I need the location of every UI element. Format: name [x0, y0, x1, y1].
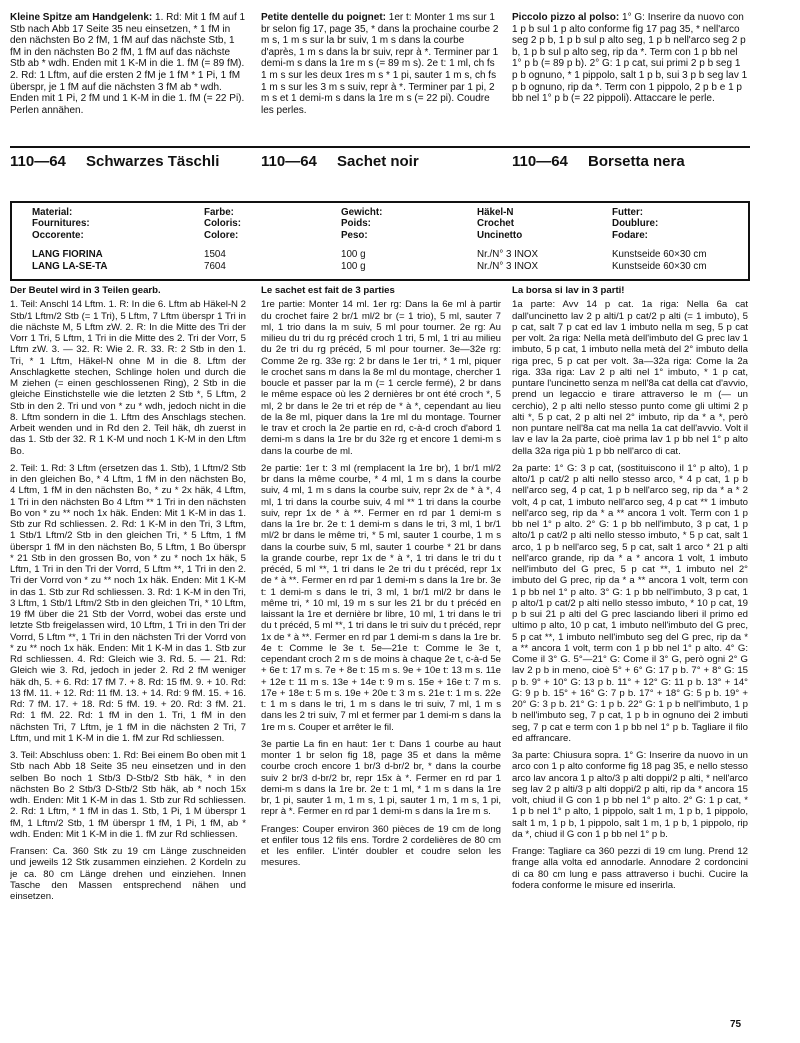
instructions-fr-intro: Le sachet est fait de 3 parties	[261, 285, 395, 296]
model-title-fr	[261, 153, 501, 170]
instructions-it-part3: 3a parte: Chiusura sopra. 1° G: Inserire da nuovo in un arco con 1 p alto conforme fig 18 pag 35, e nello stesso arco lav ancora 1 p alto/3 p alti doppi/2 p alti, * nell'arco seg lav 2 p alti/3 p alti doppi/2 p alti, rip da * ancora 15 volt, chiud il G con 1 p bb nel 1° p alto. 2° G: 1 p cat, * 1 p b nel 1° p alto, 1 pippolo, salt 1 m, 1 p b, 1 pippolo, salt 1 m, 1 p b, 1 pippolo, salt 1 m, 1 p b, 1 pippolo, rip da *, chiud il G con 1 p bb nel 1° p b.	[512, 750, 748, 840]
materials-table	[10, 201, 750, 281]
materials-color-1: 1504	[204, 249, 226, 260]
instructions-de-part2: 2. Teil: 1. Rd: 3 Lftm (ersetzen das 1. Stb), 1 Lftm/2 Stb in den gleichen Bo, * 4 Lftm, 1 fM in den nächsten Bo, 4 Lftm, 1 fM in den nächsten Bo, * zu * 2x häk, 4 Lftm, 1 Tri in den nächsten Bo 4 Lftm ** 1 Tri in den nächsten Bo von * zu ** noch 1x häk. Enden: Mit 1 K-M in das 1. Stb zur Rd schliessen. 2. Rd: 1 K-M in den Tri, 3 Lftm, 1 Stb/1 Lftm/2 Stb in den gleichen Tri, * 5 Lftm, 1 fM überspr 1 fM in den nächsten Bo, 5 Lftm, 1 Bo überspr * 21 Stb in den grossen Bo, von * zu * noch 1x häk, 5 Lftm, 1 Tri in den Tri der Vorrd, 5 Lftm **, 1 Tri in den 2. Tri der Vorrd von * zu ** noch 1x häk. Enden: Mit 1 K-M in das 1. Stb zur Rd schliessen. 3. Rd: 1 K-M in den Tri, 3 Lftm, 1 Stb/1 Lftm/2 Stb in den gleichen Tri, * 10 Lftm, 19 fM über die 21 Stb der Vorrd, wobei das erste und letzte Stb freigelassen wird, 10 Lftm, 1 Tri in den Tri der Vorrd, 5 Lftm **, 1 Tri in den nächsten Tri der Vorrd von * zu ** noch 1x häk. Enden: Mit 1 K-M in das 1. Stb zur Rd schliessen. 4. Rd: Gleich wie 3. Rd. 5. — 21. Rd: Gleich wie 3. Rd, jedoch in jeder 2. Rd 2 fM weniger häk dh, 5. + 6. Rd: 17 fM 7. + 8. Rd: 15 fM. 9. + 10. Rd: 13 fM. 11. + 12. Rd: 11 fM. 13. + 14. Rd: 9 fM. 15. + 16. Rd: 7 fM. 17. + 18. Rd: 5 fM. 19. + 20. Rd: 3 fM. 21. Rd: 1 fM. 22. Rd: 1 fM in den 1. Tri, 1 fM in den nächsten Tri, 7 Lftm, je 1 fM in die nächsten 2 Tri, 7 Lftm, und mit 1 K-M in die 1. fM zur Rd schliessen.	[10, 462, 246, 744]
materials-header-weight: Gewicht: Poids: Peso:	[341, 207, 383, 241]
instructions-it	[512, 285, 748, 1025]
instructions-de	[10, 285, 246, 1025]
top-note-it-title: Piccolo pizzo al polso:	[512, 12, 620, 23]
materials-lining-1: Kunstseide 60×30 cm	[612, 249, 707, 260]
materials-hook-1: Nr./N° 3 INOX	[477, 249, 539, 260]
top-note-fr-text: 1er t: Monter 1 ms sur 1 br selon fig 17, page 35, * dans la prochaine courbe 2 m s, 1 m s sur la br suiv, 1 m s dans la courbe d'après, 1 m s dans la br suiv, repr à *. Terminer par 1 demi-m s dans la 1re m s (= 89 m s). 2e t: 1 ml, ch fs 1 m s sur les deux 1res m s * 1 pi, sauter 1 m s, ch fs 1 m s sur les 3 m s suiv, repr à *. Terminer par 1 pi, 2 m s et 1 demi-m s dans la 1re m s (= 22 pi). Coudre les perles.	[261, 12, 499, 116]
materials-yarn-2: LANG LA-SE-TA	[32, 261, 108, 272]
instructions-fr	[261, 285, 501, 1025]
instructions-de-part1: 1. Teil: Anschl 14 Lftm. 1. R: In die 6. Lftm ab Häkel-N 2 Stb/1 Lftm/2 Stb (= 1 Tri), 5 Lftm, 7 Lftm überspr 1 Tri in die nächste M, 5 Lftm zW. 2. R: In die Mitte des Tri der Vorr 1 Tri, 5 Lftm, 1 Tri in die Mitte des 2. Tri der Vorr, 5 Lftm zW. 3. — 32. R: Wie 2. R. 33. R: 2 Stb in den 1. Tri, * 1 Lftm, Häkel-N ohne M in die 8. Lftm der Anschlagkette stechen, Schlinge holen und durch die M ziehen (= einen geschlossenen Ring), 2 Stb in die gleiche Einstichstelle wie die letzten 2 Stb *, 5 Lftm, 2 Stb in den 2. Tri und von * zu * wdh, jedoch nicht in die 8. Lftm sondern in die 1. Lftm des Anschlags stechen. Arbeit wenden und in Rd den 2. Teil häk, dh zuerst in das 1. Stb der 32. R 1 K-M und noch 1 K-M in den Lftm Bo.	[10, 299, 246, 457]
instructions-it-fringes: Frange: Tagliare ca 360 pezzi di 19 cm lung. Prend 12 frange alla volta ed annodarle. Annodare 2 cordoncini di ca 80 cm lung e pass attraverso i buchi. Cucire la fodera conforme le misure ed inserirla.	[512, 846, 748, 891]
instructions-fr-part1: 1re partie: Monter 14 ml. 1er rg: Dans la 6e ml à partir du crochet faire 2 br/1 ml/2 br (= 1 trio), 5 ml, sauter 7 ml, 1 trio dans la m suiv, 5 ml pour tourner. 2e rg: Au milieu du tri du rg précéd croch 1 tri, 5 ml, 1 tri au milieu du 2e tri du rg précéd, 5 ml pour tourner. 3e—32e rg: Comme 2e rg. 33e rg: 2 br dans le 1er tri, * 1 ml, piquer le crochet sans m dans la 8e ml du montage, chercher 1 boucle et passer par la m (= 1 cercle fermé), 2 br dans le même espace où les 2 dernières br ont été croch *, 5 ml, 2 br dans le 2e tri et rép de * à *, cependant au lieu de la 8e ml, piquer dans la 1re ml du montage. Tourner le trav et croch la 2e partie en rd, c-à-d croch d'abord 1 demi-m s dans la 1re br du 32e rg et encore 1 demi-m s dans la courbe de ml.	[261, 299, 501, 457]
materials-header-hook: Häkel-N Crochet Uncinetto	[477, 207, 523, 241]
instructions-it-part1: 1a parte: Avv 14 p cat. 1a riga: Nella 6a cat dall'uncinetto lav 2 p alti/1 p cat/2 p alti (= 1 imbuto), 5 p cat, salt 7 p cat ed lav 1 imbuto nella m seg, 5 p cat per volt. 2a riga: Nella metà dell'imbuto del G prec lav 1 imbuto, 5 p cat, 1 imbuto nella metà del 2° imbuto della riga prec, 5 p cat per volt. 3a—32a riga: Come la 2a riga. 33a riga: Lav 2 p alti nel 1° imbuto, * 1 p cat, puntare l'uncinetto senza m nell'8a cat della cat d'avvio, prend un legaccio e tirare attraverso le m (— un cerchio), 2 p alti nello stesso punto come gli ultimi 2 p alti *, 5 p cat, 2 p alti nel 2° imbuto, rip da * a *, però non puntare nell'8a cat ma nella 1a cat dell'avvio. Volt il lav e lav la 2a parte, cioè prima lav 1 p bb nel 1° p alto della 32a riga più 1 p bb nell'arco di cat.	[512, 299, 748, 457]
materials-color-2: 7604	[204, 261, 226, 272]
top-note-it	[512, 12, 748, 140]
model-title-de	[10, 153, 246, 170]
materials-yarn-1: LANG FIORINA	[32, 249, 103, 260]
materials-weight-1: 100 g	[341, 249, 366, 260]
instructions-it-intro: La borsa si lav in 3 parti!	[512, 285, 625, 296]
instructions-fr-part3: 3e partie La fin en haut: 1er t: Dans 1 courbe au haut monter 1 br selon fig 18, page 35 et dans la même courbe croch encore 1 br/3 d-br/2 br, * dans la courbe suiv 2 br/3 d-br/2 br, repr 15x à *. Fermer en rd par 1 demi-m s dans la 1re br. 2e t: 1 ml, * 1 m s dans la 1re br, 1 pi, sauter 1 m, 1 m s, 1 pi, sauter 1 m, 1 m s, 1 pi, repr à *. Fermer en rd par 1 demi-m s dans la 1re m s.	[261, 738, 501, 818]
top-note-de-text: 1. Rd: Mit 1 fM auf 1 Stb nach Abb 17 Seite 35 neu einsetzen, * 1 fM in den nächsten Bo 2 fM, 1 fM auf das nächste Stb, 1 fM in den nächsten Bo 2 fM, 1 fM auf das nächste Stb ab * wdh. Enden mit 1 K-M in die 1. fM (= 89 fM). 2. Rd: 1 Lftm, auf die ersten 2 fM je 1 fM * 1 Pi, 1 fM überspr, je 1 fM auf die nächsten 3 fM ab * wdh. Enden mit 1 Pi, 2 fM und 1 K-M in die 1. fM (= 22 Pi). Perlen annähen.	[10, 12, 246, 116]
materials-weight-2: 100 g	[341, 261, 366, 272]
model-number-fr: 110—64	[261, 153, 317, 170]
model-name-de: Schwarzes Täschli	[86, 153, 220, 170]
materials-lining-2: Kunstseide 60×30 cm	[612, 261, 707, 272]
model-number-de: 110—64	[10, 153, 66, 170]
materials-header-material: Material: Fournitures: Occorente:	[32, 207, 90, 241]
section-divider	[10, 146, 750, 148]
top-note-it-text: 1° G: Inserire da nuovo con 1 p b sul 1 p alto conforme fig 17 pag 35, * nell'arco seg 2 p b, 1 p b sul p alto seg, 1 p b nell'arco seg 2 p b, 1 p b sul p alto seg, rip da *. Term con 1 p bb nel 1° p b (= 89 p b). 2° G: 1 p cat, sui primi 2 p b seg 1 p b ognuno, * 1 pippolo, salt 1 p b, sui 3 p b seg lav 1 p b ognuno, rip da *. Term con 1 pippolo, 2 p b e 1 p bb nel 1° p b (= 22 pippoli). Attaccare le perle.	[512, 12, 748, 105]
instructions-it-part2: 2a parte: 1° G: 3 p cat, (sostituiscono il 1° p alto), 1 p alto/1 p cat/2 p alti nello stesso arco, * 4 p cat, 1 p b nell'arco seg, 4 p cat, 1 p b nell'arco seg, rip da * a * 2 volt, 4 p cat, 1 imbuto nell'arco seg, 4 p cat ** 1 imbuto nell'arco seg, rip da * a ** ancora 1 volt. Term con 1 p bb nel 1° p alto. 2° G: 1 p bb nell'imbuto, 3 p cat, 1 p alto/1 p cat/2 p alti nello stesso imbuto, * 5 p cat, salt 1 arco, 1 p b nell'arco seg, 5 p cat, salt 1 arco * 21 p alti nell'arco grande, rip da * a * ancora 1 volt, 1 imbuto nell'imbuto del G prec, 5 p cat **, 1 imbuto nel 2° imbuto del G prec, rip da * a ** ancora 1 volt, term con 1 p bb nel 1° p alto. 3° G: 1 p bb nell'imbuto, 3 p cat, 1 p alto/1 p cat/2 p alti nello stesso imbuto, * 10 p cat, 19 p b sui 21 p alti del G prec lasciando liberi il primo ed ultimo p alto, 10 p cat, 1 imbuto nell'imbuto del G prec, 5 p cat **, 1 imbuto nell'imbuto seg del G prec, rip da * a ** ancora 1 volt, term con 1 p bb nel 1° p alto. 4° G: Come il 3° G. 5°—21° G: Come il 3° G, però ogni 2° G lav 2 p b in meno, cioè 5° + 6° G: 17 p b. 7° + 8° G: 15 p b. 9° + 10° G: 13 p b. 11° + 12° G: 11 p b. 13° + 14° G: 9 p b. 15° + 16° G: 7 p b. 17° + 18° G: 5 p b. 19° + 20° G: 3 p b. 21° G: 1 p b. 22° G: 1 p b nell'imbuto, 1 p b nell'imbuto seg, 7 p cat, 1 p b in ognuno dei 2 imbuti seg, 7 p cat e term con 1 p bb nel 1° p b. Tagliare il filo ed affrancare.	[512, 462, 748, 744]
materials-header-color: Farbe: Coloris: Colore:	[204, 207, 242, 241]
model-name-it: Borsetta nera	[588, 153, 685, 170]
instructions-fr-fringes: Franges: Couper environ 360 pièces de 19 cm de long et enfiler tous 12 fils ens. Tordre 2 cordelières de 80 cm et les enfiler. L'intér doubler et coudre selon les mesures.	[261, 823, 501, 869]
top-note-fr-title: Petite dentelle du poignet:	[261, 12, 387, 23]
model-name-fr: Sachet noir	[337, 153, 419, 170]
top-note-de	[10, 12, 246, 140]
instructions-de-part3: 3. Teil: Abschluss oben: 1. Rd: Bei einem Bo oben mit 1 Stb nach Abb 18 Seite 35 neu einsetzen und in den selben Bo noch 1 Stb/3 D-Stb/2 Stb häk, * in den nächsten Bo 2 Stb/3 D-Stb/2 Stb häk, ab * noch 15x wdh. Enden: Mit 1 K-M in das 1. Stb zur Rd schliessen. 2. Rd: 1 Lftm, * 1 fM in das 1. Stb, 1 Pi, 1 M überspr 1 fM, 1 Lftm/2 Stb, 1 fM überspr 1 fM, 1 Pi, 1 fM, ab * wdh. Enden: Mit 1 K-M in die 1. fM zur Rd schliessen.	[10, 750, 246, 840]
page-number: 75	[730, 1019, 742, 1030]
instructions-de-fringes: Fransen: Ca. 360 Stk zu 19 cm Länge zuschneiden und jeweils 12 Stk zusammen einziehen. 2 Kordeln zu je ca. 80 cm Länge drehen und einziehen. Innen Tasche den Massen entsprechend nähen und einsetzen.	[10, 846, 246, 902]
top-note-fr	[261, 12, 501, 140]
materials-hook-2: Nr./N° 3 INOX	[477, 261, 539, 272]
materials-header-lining: Futter: Doublure: Fodare:	[612, 207, 659, 241]
model-number-it: 110—64	[512, 153, 568, 170]
instructions-de-intro: Der Beutel wird in 3 Teilen gearb.	[10, 285, 161, 296]
top-note-de-title: Kleine Spitze am Handgelenk:	[10, 12, 153, 23]
instructions-fr-part2: 2e partie: 1er t: 3 ml (remplacent la 1re br), 1 br/1 ml/2 br dans la même courbe, * 4 ml, 1 m s dans la courbe suiv, 4 ml, 1 m s dans la courbe suiv, repr 2x de * à *, 4 ml, 1 tri dans la courbe suiv, 4 ml ** 1 tri dans la courbe suiv, repr 1x de * à **. Fermer en rd par 1 demi-m s dans la 1re br. 2e t: 1 demi-m s dans le tri, 3 ml, 1 br/1 ml/2 br dans le même tri, * 5 ml, sauter 1 courbe, 1 m s dans la courbe suiv, 5 ml, sauter 1 courbe * 21 br dans la grande courbe, repr 1x de * à *, 1 tri dans le tri du t précéd, 5 ml **, 1 tri dans le 2e tri du t précéd, repr 1x de * à **. Fermer en rd par 1 demi-m s dans la 1re br. 3e t: 1 demi-m s dans le tri, 3 ml, 1 br/1 ml/2 br dans le même tri, * 10 ml, 19 m s sur les 21 br du t précéd en laissant la 1re et dernière br libre, 10 ml, 1 tri dans le tri du t précéd, 5 ml **, 1 tri dans le tri suiv du t précéd, repr 1x de * à **. Fermer en rd par 1 demi-m s dans la 1re br. 4e t: Comme le 3e t. 5e—21e t: Comme le 3e t, cependant croch 2 m s de moins à chaque 2e t, c-à-d 5e + 6e t: 17 m s. 7e + 8e t: 15 m s. 9e + 10e t: 13 m s. 11e + 12e t: 11 m s. 13e + 14e t: 9 m s. 15e + 16e t: 7 m s. 17e + 18e t: 5 m s. 19e + 20e t: 3 m s. 21e t: 1 m s. 22e t: 1 m s dans le tri, 1 m s dans le tri suiv, 7 ml, 1 m s dans les 2 tri suiv, 7 ml et fermer par 1 demi-m s dans la 1re m s. Couper et arrêter le fil.	[261, 462, 501, 733]
model-title-it	[512, 153, 748, 170]
